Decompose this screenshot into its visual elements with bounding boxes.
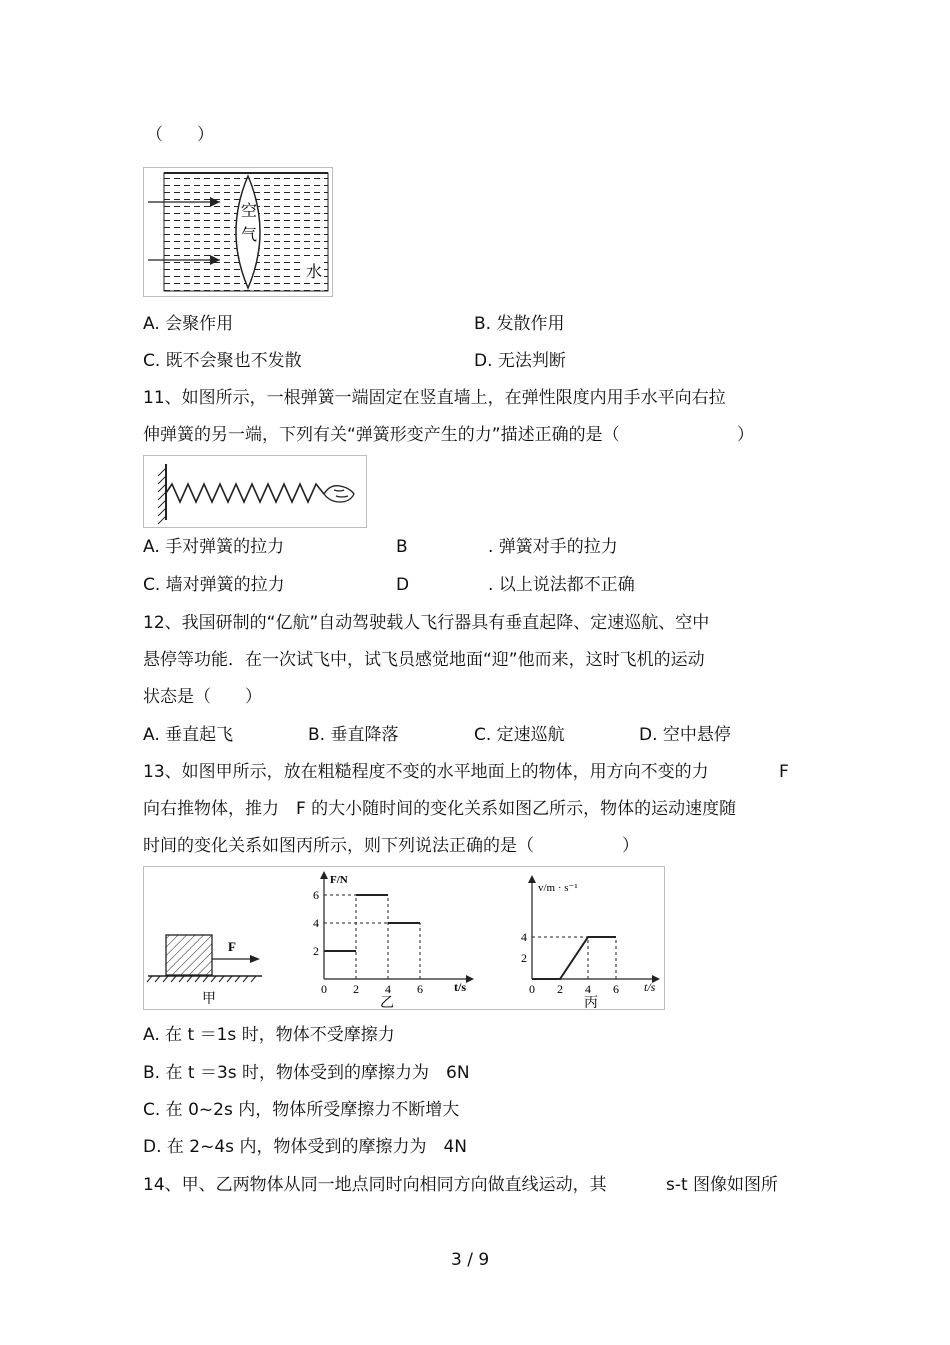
y-axis-label: F/N: [330, 874, 348, 886]
y-tick-label: 4: [313, 916, 319, 930]
q10-option-c: C. 既不会聚也不发散: [143, 351, 302, 371]
q14-stem-line1-tail: s-t 图像如图所: [666, 1175, 779, 1195]
q12-stem-line2: 悬停等功能．在一次试飞中，试飞员感觉地面“迎”他而来，这时飞机的运动: [143, 650, 705, 670]
y-tick-label: 2: [521, 951, 527, 965]
y-axis-label: v/m · s⁻¹: [538, 882, 578, 894]
arrow-icon: [466, 975, 474, 983]
q12-option-d: D. 空中悬停: [639, 725, 731, 745]
q13-figure: [143, 866, 665, 1010]
x-tick-label: 4: [385, 982, 391, 996]
q10-option-d: D. 无法判断: [474, 351, 566, 371]
x-tick-label: 2: [557, 982, 563, 996]
figure-jia-label: 甲: [202, 992, 216, 1007]
x-tick-label: 0: [529, 982, 535, 996]
q12-option-c: C. 定速巡航: [474, 725, 565, 745]
q12-option-a: A. 垂直起飞: [143, 725, 234, 745]
velocity-time-chart: [521, 875, 660, 1009]
q13-option-c: C. 在 0~2s 内，物体所受摩擦力不断增大: [143, 1100, 460, 1120]
water-label: 水: [306, 264, 323, 281]
x-tick-label: 6: [613, 982, 619, 996]
y-tick-label: 6: [313, 888, 319, 902]
q13-stem-line2: 向右推物体，推力 F 的大小随时间的变化关系如图乙所示，物体的运动速度随: [143, 799, 737, 819]
q11-stem-close: ）: [737, 425, 754, 445]
q12-option-b: B. 垂直降落: [308, 725, 399, 745]
q13-figure-svg: [144, 867, 664, 1009]
arrow-icon: [320, 871, 328, 879]
x-tick-label: 0: [321, 982, 327, 996]
block-diagram: [147, 935, 262, 1007]
page-number: 3 / 9: [451, 1250, 490, 1270]
q13-option-a: A. 在 t ＝1s 时，物体不受摩擦力: [143, 1025, 395, 1045]
figure-yi-label: 乙: [380, 996, 394, 1009]
q14-stem-line1: 14、甲、乙两物体从同一地点同时向相同方向做直线运动，其: [143, 1175, 607, 1195]
q11-stem-line2: 伸弹簧的另一端，下列有关“弹簧形变产生的力”描述正确的是（: [143, 425, 620, 445]
q12-stem-line3: 状态是（ ）: [143, 687, 262, 707]
x-axis-label: t/s: [454, 980, 466, 994]
lens-figure: [143, 167, 333, 297]
force-time-chart: [313, 871, 474, 1009]
x-axis-label: t/s: [644, 980, 656, 994]
q11-stem-line1: 11、如图所示，一根弹簧一端固定在竖直墙上，在弹性限度内用手水平向右拉: [143, 388, 726, 408]
q12-stem-line1: 12、我国研制的“亿航”自动驾驶载人飞行器具有垂直起降、定速巡航、空中: [143, 613, 710, 633]
q13-option-d: D. 在 2~4s 内，物体受到的摩擦力为 4N: [143, 1137, 467, 1157]
q11-option-b-letter: B: [396, 537, 408, 557]
force-label: F: [228, 939, 236, 954]
x-tick-label: 6: [417, 982, 423, 996]
q10-option-b: B. 发散作用: [474, 314, 565, 334]
arrow-icon: [250, 955, 260, 963]
q10-answer-bracket: （ ）: [146, 125, 214, 145]
block: [166, 935, 212, 975]
x-tick-label: 4: [585, 982, 591, 996]
velocity-line: [532, 937, 616, 979]
q13-stem-line1: 13、如图甲所示，放在粗糙程度不变的水平地面上的物体，用方向不变的力: [143, 762, 709, 782]
arrow-icon: [528, 875, 536, 883]
q10-option-a: A. 会聚作用: [143, 314, 234, 334]
q11-option-a: A. 手对弹簧的拉力: [143, 537, 285, 557]
x-tick-label: 2: [353, 982, 359, 996]
q11-option-c: C. 墙对弹簧的拉力: [143, 575, 285, 595]
q13-stem-line3: 时间的变化关系如图丙所示，则下列说法正确的是（: [143, 836, 534, 856]
spring-coil: [166, 484, 324, 502]
q13-option-b: B. 在 t ＝3s 时，物体受到的摩擦力为 6N: [143, 1063, 470, 1083]
q11-option-d-letter: D: [396, 575, 410, 595]
y-tick-label: 4: [521, 930, 527, 944]
hand-icon: [324, 486, 354, 502]
air-label-2: 气: [241, 227, 258, 244]
q13-stem-line1-tail: F: [779, 762, 789, 782]
figure-bing-label: 丙: [584, 996, 598, 1009]
spring-figure: [143, 455, 367, 528]
spring-wall-hand-diagram: [144, 456, 366, 527]
q11-option-d-text: . 以上说法都不正确: [488, 575, 635, 595]
air-label-1: 空: [241, 203, 258, 220]
q13-stem-close: ）: [622, 836, 639, 856]
y-tick-label: 2: [313, 944, 319, 958]
air-lens-in-water-diagram: [144, 168, 332, 296]
q11-option-b-text: . 弹簧对手的拉力: [488, 537, 618, 557]
